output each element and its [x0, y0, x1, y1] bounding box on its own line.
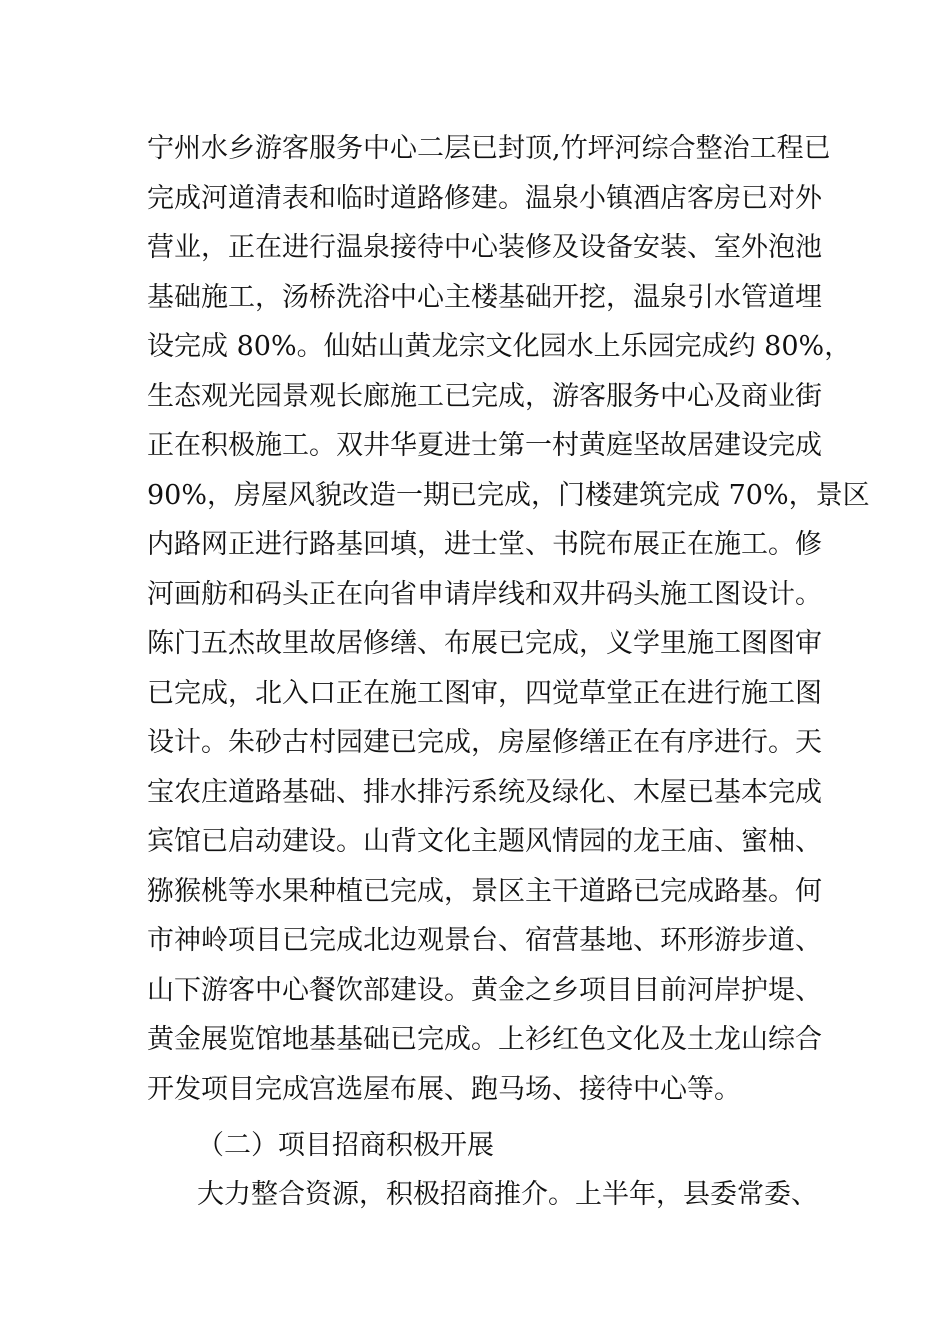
paragraph-line: 基础施工，汤桥洗浴中心主楼基础开挖，温泉引水管道埋	[147, 281, 822, 313]
paragraph-line: 黄金展览馆地基基础已完成。上衫红色文化及土龙山综合	[147, 1024, 822, 1055]
paragraph-line: 河画舫和码头正在向省申请岸线和双井码头施工图设计。	[147, 578, 822, 610]
paragraph-line: 内路网正进行路基回填，进士堂、书院布展正在施工。修	[147, 529, 822, 560]
paragraph-line: 完成河道清表和临时道路修建。温泉小镇酒店客房已对外	[147, 182, 822, 214]
paragraph-line: 大力整合资源，积极招商推介。上半年，县委常委、	[197, 1179, 818, 1210]
paragraph-line: 宁州水乡游客服务中心二层已封顶,竹坪河综合整治工程已	[147, 133, 831, 164]
paragraph-line: 山下游客中心餐饮部建设。黄金之乡项目目前河岸护堤、	[147, 974, 822, 1006]
section-heading: （二）项目招商积极开展	[197, 1130, 494, 1161]
paragraph-line: 设完成 80%。仙姑山黄龙宗文化园水上乐园完成约 80%，	[147, 331, 852, 362]
paragraph-line: 90%，房屋风貌改造一期已完成，门楼建筑完成 70%，景区	[147, 479, 870, 511]
paragraph-line: 营业，正在进行温泉接待中心装修及设备安装、室外泡池	[147, 232, 822, 263]
paragraph-line: 宾馆已启动建设。山背文化主题风情园的龙王庙、蜜柚、	[147, 826, 822, 857]
paragraph-line: 市神岭项目已完成北边观景台、宿营基地、环形游步道、	[147, 925, 822, 956]
paragraph-line: 已完成，北入口正在施工图审，四觉草堂正在进行施工图	[147, 677, 822, 709]
paragraph-line: 正在积极施工。双井华夏进士第一村黄庭坚故居建设完成	[147, 430, 822, 461]
paragraph-line: 生态观光园景观长廊施工已完成，游客服务中心及商业街	[147, 380, 822, 412]
paragraph-line: 陈门五杰故里故居修缮、布展已完成，义学里施工图图审	[147, 628, 822, 659]
paragraph-line: 宝农庄道路基础、排水排污系统及绿化、木屋已基本完成	[147, 776, 822, 808]
paragraph-line: 设计。朱砂古村园建已完成，房屋修缮正在有序进行。天	[147, 727, 822, 758]
body-paragraph	[147, 124, 870, 1114]
paragraph-line: 猕猴桃等水果种植已完成，景区主干道路已完成路基。何	[147, 875, 822, 907]
paragraph-line: 开发项目完成宫选屋布展、跑马场、接待中心等。	[147, 1073, 741, 1105]
